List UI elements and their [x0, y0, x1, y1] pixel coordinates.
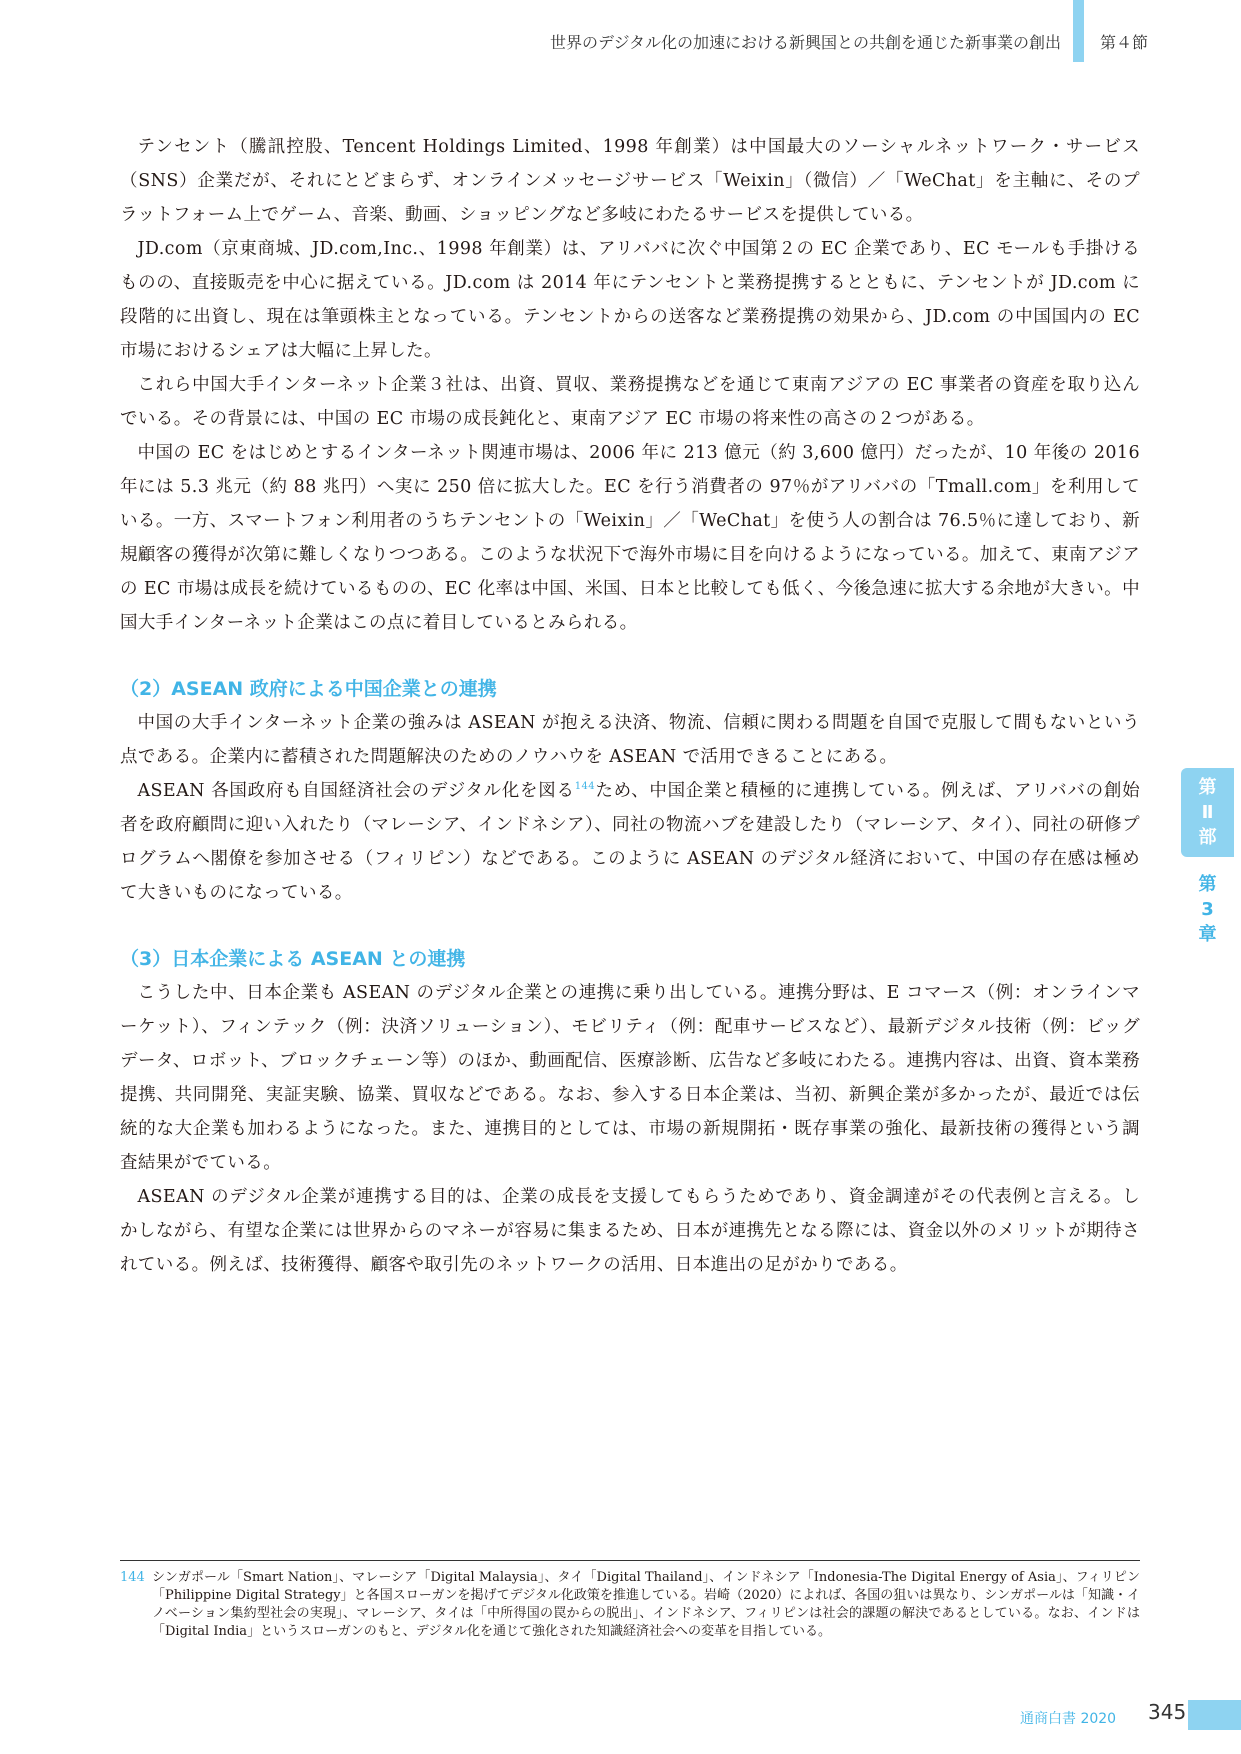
header-accent-bar [1073, 0, 1084, 62]
paragraph-tencent: テンセント（騰訊控股、Tencent Holdings Limited、1998 年創業）は中国最大のソーシャルネットワーク・サービス（SNS）企業だが、それにとどまらず、オンラインメッセージサービス「Weixin」（微信）／「WeChat」を主軸に、そのプラットフォーム上でゲーム、音楽、動画、ショッピングなど多岐にわたるサービスを提供している。 [120, 137, 1140, 225]
footnote-reference[interactable]: 144 [574, 781, 596, 793]
paragraph-asean-strengths: 中国の大手インターネット企業の強みは ASEAN が抱える決済、物流、信頼に関わる問題を自国で克服して間もないという点である。企業内に蓄積された問題解決のためのノウハウを ASEAN で活用できることにある。 [120, 713, 1140, 767]
paragraph-asean-digital-purpose: ASEAN のデジタル企業が連携する目的は、企業の成長を支援してもらうためであり、資金調達がその代表例と言える。しかしながら、有望な企業には世界からのマネーが容易に集まるため、日本が連携先となる際には、資金以外のメリットが期待されている。例えば、技術獲得、顧客や取引先のネットワークの活用、日本進出の足がかりである。 [120, 1187, 1140, 1275]
paragraph-jdcom: JD.com（京東商城、JD.com,Inc.、1998 年創業）は、アリババに次ぐ中国第２の EC 企業であり、EC モールも手掛けるものの、直接販売を中心に据えている。JD.com は 2014 年にテンセントと業務提携するとともに、テンセントが JD.com に段階的に出資し、現在は筆頭株主となっている。テンセントからの送客など業務提携の効果から、JD.com の中国国内の EC 市場におけるシェアは大幅に上昇した。 [120, 239, 1140, 361]
part-tab-char: 部 [1198, 827, 1217, 848]
chapter-tab [1181, 872, 1234, 947]
chapter-tab-char: 第 [1198, 874, 1217, 895]
paragraph-text: ため、中国企業と積極的に連携している。例えば、アリババの創始者を政府顧問に迎い入れたり（マレーシア、インドネシア）、同社の物流ハブを建設したり（マレーシア、タイ）、同社の研修プログラムへ閣僚を参加させる（フィリピン）などである。このように ASEAN のデジタル経済において、中国の存在感は極めて大きいものになっている。 [120, 781, 1141, 903]
chapter-tab-char: 章 [1198, 924, 1217, 945]
section-heading-2: （2）ASEAN 政府による中国企業との連携 [120, 678, 497, 700]
paragraph-japan-companies: こうした中、日本企業も ASEAN のデジタル企業との連携に乗り出している。連携分野は、E コマース（例：オンラインマーケット）、フィンテック（例：決済ソリューション）、モビリティ（例：配車サービスなど）、最新デジタル技術（例：ビッグデータ、ロボット、ブロックチェーン等）のほか、動画配信、医療診断、広告など多岐にわたる。連携内容は、出資、資本業務提携、共同開発、実証実験、協業、買収などである。なお、参入する日本企業は、当初、新興企業が多かったが、最近では伝統的な大企業も加わるようになった。また、連携目的としては、市場の新規開拓・既存事業の強化、最新技術の獲得という調査結果がでている。 [120, 983, 1140, 1173]
running-header-section: 第４節 [1100, 33, 1149, 52]
footnote-number: 144 [120, 1570, 145, 1585]
footnote-144 [120, 1569, 1140, 1641]
chapter-tab-char: 3 [1201, 899, 1214, 920]
section-heading-3: （3）日本企業による ASEAN との連携 [120, 948, 466, 970]
part-tab-char: 第 [1198, 777, 1217, 798]
running-header-title: 世界のデジタル化の加速における新興国との共創を通じた新事業の創出 [549, 33, 1061, 52]
paragraph-text: ASEAN 各国政府も自国経済社会のデジタル化を図る [137, 781, 575, 801]
footer-accent-bar [1188, 1700, 1241, 1730]
paragraph-china-market: 中国の EC をはじめとするインターネット関連市場は、2006 年に 213 億元（約 3,600 億円）だったが、10 年後の 2016 年には 5.3 兆元（約 88 兆円）へ実に 250 倍に拡大した。EC を行う消費者の 97％がアリババの「Tmall.com」を利用している。一方、スマートフォン利用者のうちテンセントの「Weixin」／「WeChat」を使う人の割合は 76.5％に達しており、新規顧客の獲得が次第に難しくなりつつある。このような状況下で海外市場に目を向けるようになっている。加えて、東南アジアの EC 市場は成長を続けているものの、EC 化率は中国、米国、日本と比較しても低く、今後急速に拡大する余地が大きい。中国大手インターネット企業はこの点に着目しているとみられる。 [120, 443, 1140, 633]
body-text [120, 130, 1140, 1282]
footnote-divider [120, 1560, 1140, 1561]
footnote-text: シンガポール「Smart Nation」、マレーシア「Digital Malaysia」、タイ「Digital Thailand」、インドネシア「Indonesia-The Digital Energy of Asia」、フィリピン「Philippine Digital Strategy」と各国スローガンを掲げてデジタル化政策を推進している。岩崎（2020）によれば、各国の狙いは異なり、シンガポールは「知識・イノベーション集約型社会の実現」、マレーシア、タイは「中所得国の罠からの脱出」、インドネシア、フィリピンは社会的課題の解決であるとしている。なお、インドは「Digital India」というスローガンのもと、デジタル化を通じて強化された知識経済社会への変革を目指している。 [152, 1570, 1140, 1639]
page-number: 345 [1148, 1700, 1187, 1724]
part-tab-char: Ⅱ [1201, 802, 1214, 823]
part-tab [1181, 768, 1234, 857]
publication-label: 通商白書 2020 [1020, 1711, 1117, 1727]
paragraph-three-companies: これら中国大手インターネット企業３社は、出資、買収、業務提携などを通じて東南アジアの EC 事業者の資産を取り込んでいる。その背景には、中国の EC 市場の成長鈍化と、東南アジア EC 市場の将来性の高さの２つがある。 [120, 375, 1140, 429]
paragraph-asean-governments [120, 774, 1140, 910]
